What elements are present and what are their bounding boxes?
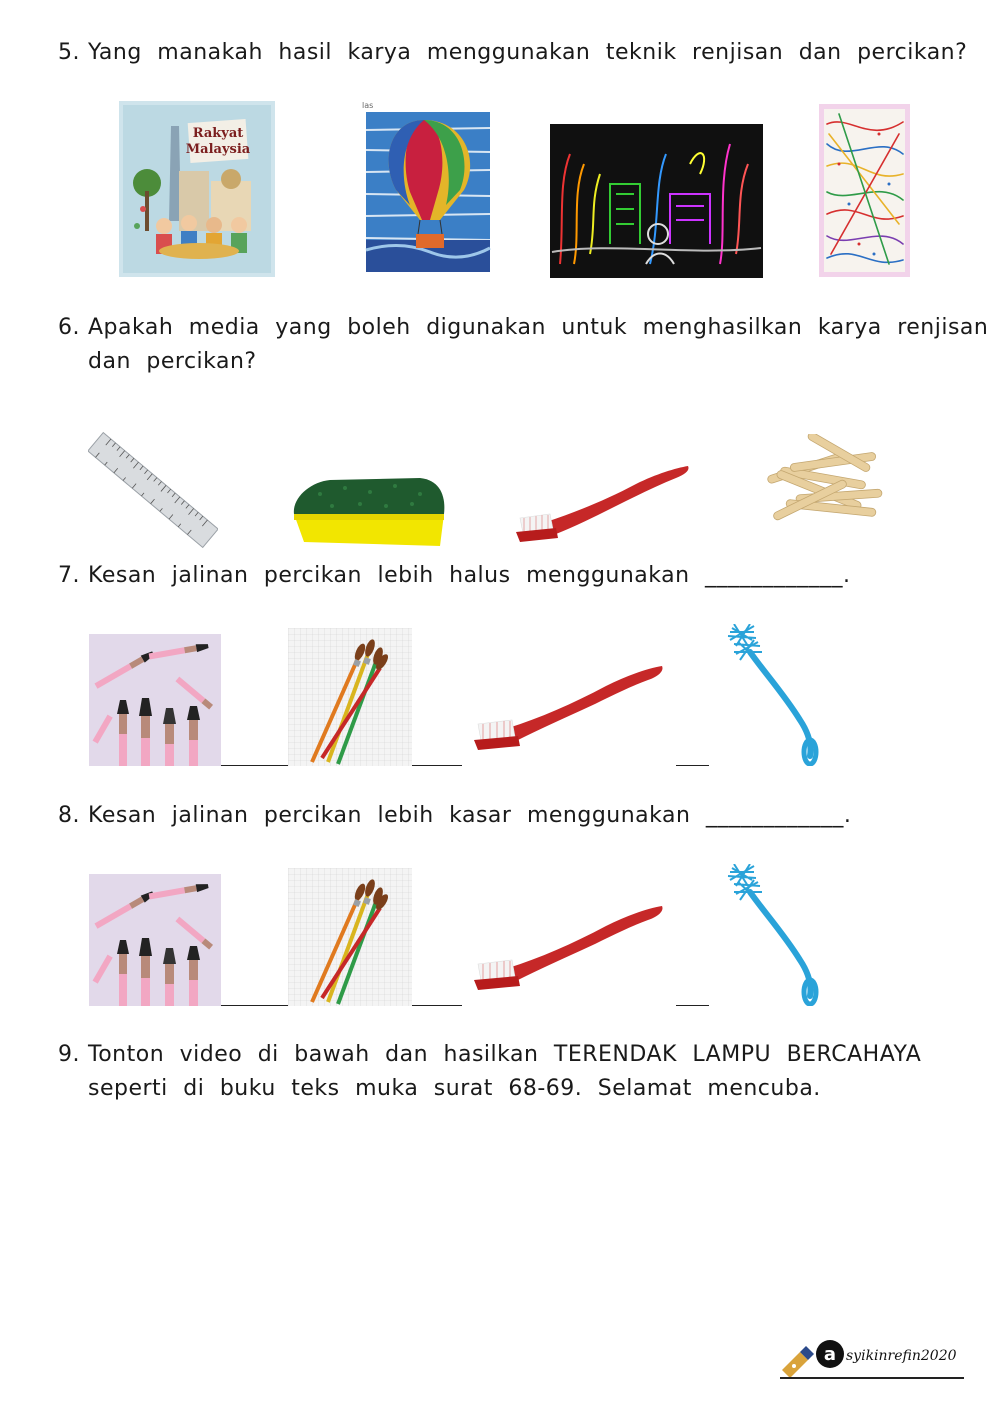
- pen-nib-icon: [778, 1336, 968, 1382]
- answer-blank[interactable]: [412, 765, 462, 766]
- answer-blank[interactable]: [676, 1005, 709, 1006]
- option-toothbrush[interactable]: [474, 660, 666, 754]
- answer-blank[interactable]: [676, 765, 709, 766]
- question-text-line2: dan percikan?: [88, 349, 257, 374]
- question-text-line2: seperti di buku teks muka surat 68-69. Selamat mencuba.: [88, 1076, 821, 1101]
- question-number: 9.: [58, 1042, 80, 1067]
- footer-logo: [778, 1336, 968, 1382]
- answer-blank[interactable]: [412, 1005, 462, 1006]
- question-number: 6.: [58, 315, 80, 340]
- question-text: Kesan jalinan percikan lebih halus menggunakan ____________.: [88, 563, 851, 588]
- option-toothbrush[interactable]: [474, 900, 666, 994]
- option-hot-air-balloon-collage[interactable]: [360, 100, 500, 278]
- question-5: [58, 36, 967, 70]
- question-6: [58, 311, 988, 379]
- option-popsicle-sticks[interactable]: [760, 434, 888, 526]
- option-bottle-brush[interactable]: [724, 864, 824, 1006]
- question-text: Kesan jalinan percikan lebih kasar menggunakan ____________.: [88, 803, 852, 828]
- question-9: [58, 1038, 921, 1106]
- question-text-line1: Apakah media yang boleh digunakan untuk menghasilkan karya renjisan: [88, 315, 989, 340]
- question-number: 8.: [58, 803, 80, 828]
- option-bottle-brush[interactable]: [724, 624, 824, 766]
- option-rakyat-malaysia-poster[interactable]: [119, 101, 275, 277]
- answer-blank[interactable]: [221, 1005, 288, 1006]
- question-8: [58, 799, 851, 833]
- balloon-caption: las: [362, 101, 374, 110]
- option-paint-brushes[interactable]: [288, 868, 412, 1006]
- option-scratch-art[interactable]: [550, 124, 763, 278]
- option-makeup-brushes[interactable]: [89, 634, 221, 766]
- question-number: 5.: [58, 40, 80, 65]
- question-number: 7.: [58, 563, 80, 588]
- poster-title-line2: Malaysia: [185, 142, 251, 157]
- answer-blank[interactable]: [221, 765, 288, 766]
- footer-handle: syikinrefin2020: [846, 1348, 957, 1364]
- option-splatter-painting[interactable]: [819, 104, 910, 277]
- question-text: Yang manakah hasil karya menggunakan teknik renjisan dan percikan?: [88, 40, 968, 65]
- question-7: [58, 559, 851, 593]
- poster-title-line1: Rakyat: [192, 126, 244, 141]
- logo-letter: a: [823, 1344, 837, 1365]
- question-text-line1: Tonton video di bawah dan hasilkan TERENDAK LAMPU BERCAHAYA: [88, 1042, 922, 1067]
- option-sponge[interactable]: [290, 470, 448, 554]
- option-paint-brushes[interactable]: [288, 628, 412, 766]
- option-ruler[interactable]: [88, 428, 218, 552]
- option-makeup-brushes[interactable]: [89, 874, 221, 1006]
- option-toothbrush[interactable]: [516, 460, 692, 546]
